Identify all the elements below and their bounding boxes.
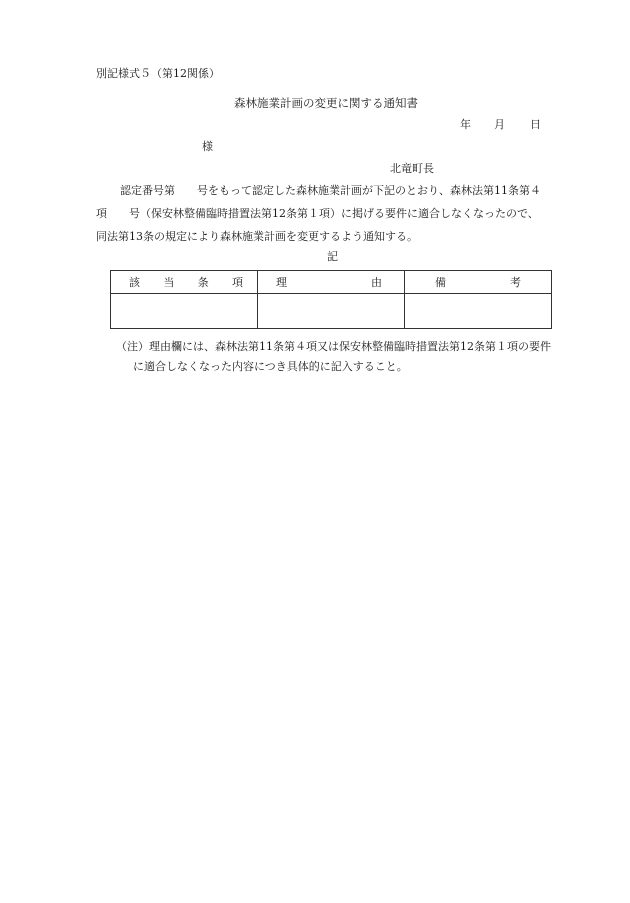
document-title: 森林施業計画の変更に関する通知書 xyxy=(234,96,418,110)
cell-remarks xyxy=(405,294,552,329)
body-line-1-rest: 号をもって認定した森林施業計画が下記のとおり、森林法第11条第４ xyxy=(197,184,541,197)
note-line-1: （注）理由欄には、森林法第11条第４項又は保安林整備臨時措置法第12条第１項の要件 xyxy=(116,340,551,353)
body-line-2 xyxy=(96,208,539,219)
header-char: 条 xyxy=(197,276,209,289)
date-month-label: 月 xyxy=(494,118,505,131)
header-remarks xyxy=(405,271,552,294)
addressee-suffix: 様 xyxy=(202,140,213,153)
header-char: 考 xyxy=(510,276,521,289)
requirements-table xyxy=(110,270,552,329)
table-row xyxy=(111,294,552,329)
body-line-2-start: 項 xyxy=(96,207,107,220)
body-line-3: 同法第13条の規定により森林施業計画を変更するよう通知する。 xyxy=(96,230,418,243)
note-line-2: に適合しなくなった内容につき具体的に記入すること。 xyxy=(133,360,408,373)
header-char: 備 xyxy=(435,276,446,289)
header-applicable-clause xyxy=(111,271,258,294)
cell-applicable-clause xyxy=(111,294,258,329)
cell-reason xyxy=(258,294,405,329)
body-line-1-start: 認定番号第 xyxy=(120,184,175,197)
date-line xyxy=(460,119,541,130)
header-char: 項 xyxy=(231,276,243,289)
header-reason xyxy=(258,271,405,294)
date-day-label: 日 xyxy=(530,118,541,131)
body-line-1 xyxy=(120,185,541,196)
table-header-row xyxy=(111,271,552,294)
header-char: 該 xyxy=(129,276,140,289)
ki-heading: 記 xyxy=(327,250,338,263)
body-line-2-rest: 号（保安林整備臨時措置法第12条第１項）に掲げる要件に適合しなくなったので、 xyxy=(129,207,539,220)
header-char: 由 xyxy=(371,276,382,289)
issuer-name: 北竜町長 xyxy=(390,162,434,175)
form-label: 別記様式５（第12関係） xyxy=(96,67,220,80)
date-year-label: 年 xyxy=(460,118,471,131)
header-char: 当 xyxy=(163,276,175,289)
header-char: 理 xyxy=(276,276,287,289)
